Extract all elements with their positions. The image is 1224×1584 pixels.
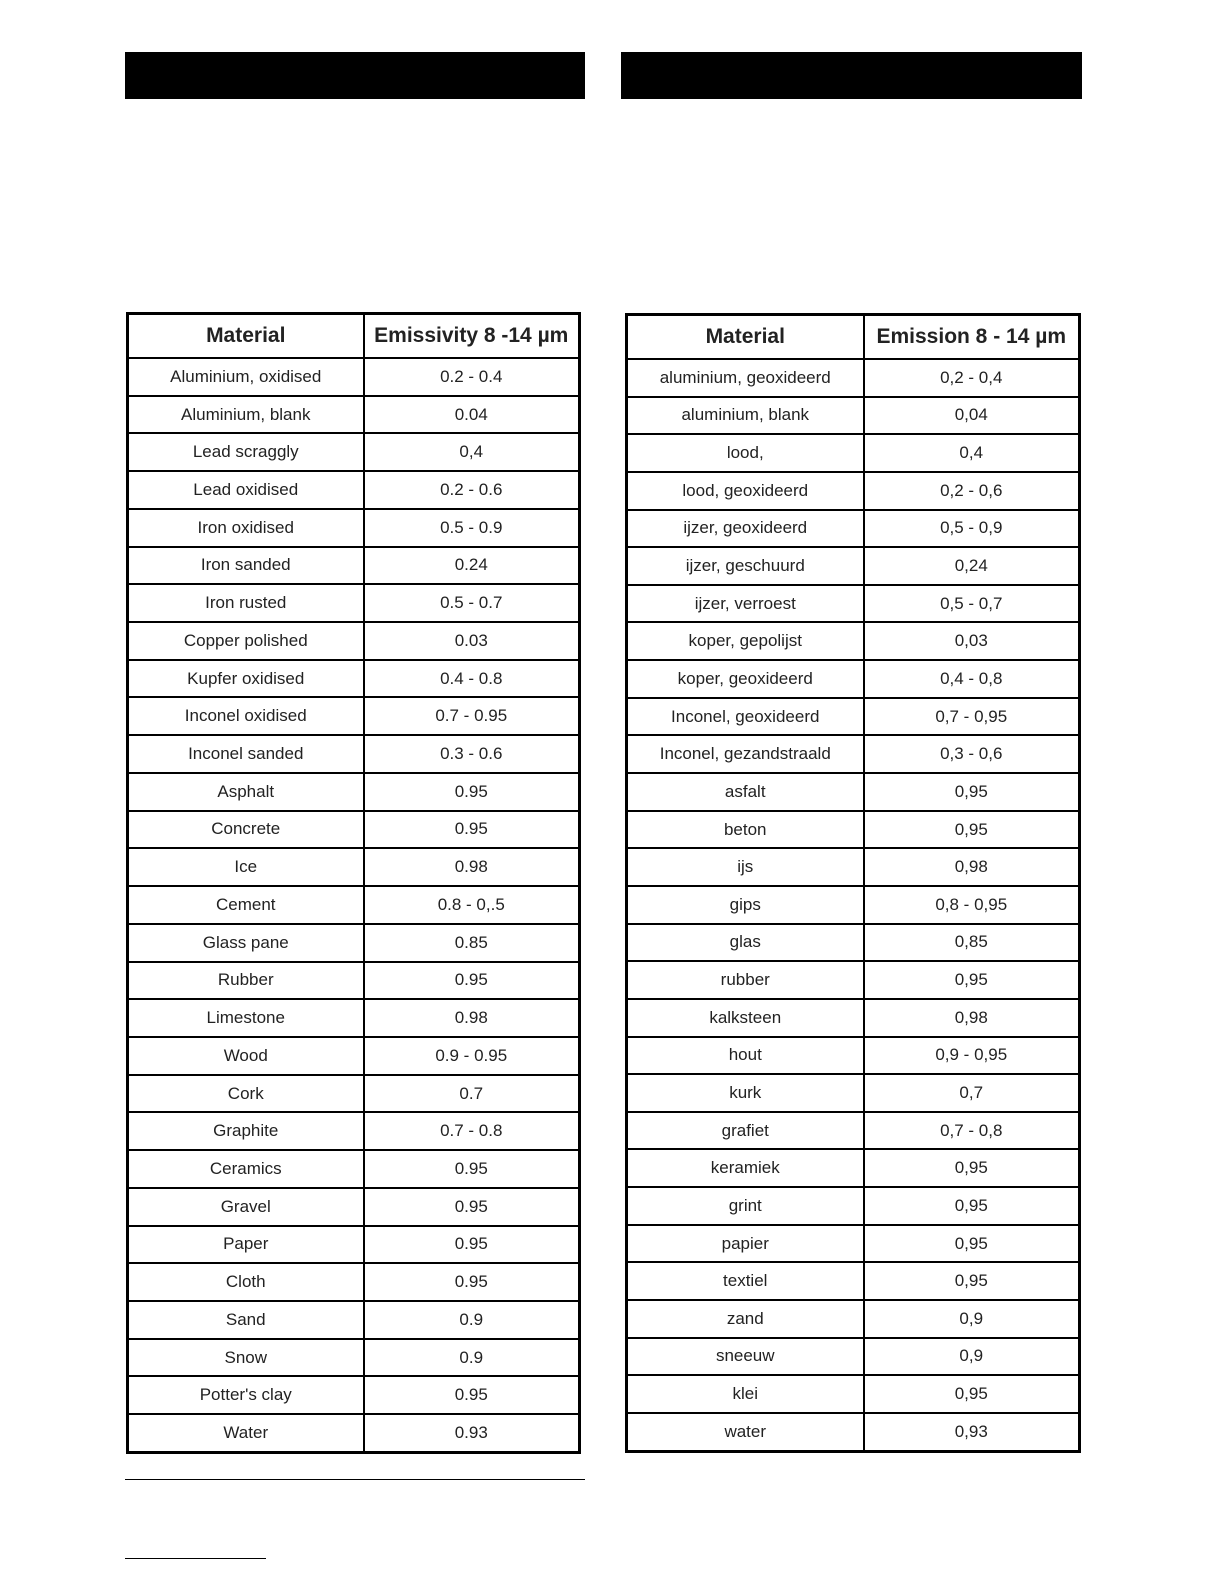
table-row [627, 1149, 1080, 1187]
emissivity-cell: 0.4 - 0.8 [364, 660, 580, 698]
table-row [128, 584, 580, 622]
material-cell: Wood [128, 1037, 364, 1075]
emissivity-cell: 0.5 - 0.9 [364, 509, 580, 547]
emissivity-cell: 0,95 [864, 1262, 1080, 1300]
material-cell: Water [128, 1414, 364, 1452]
material-cell: Inconel oxidised [128, 697, 364, 735]
emissivity-cell: 0.95 [364, 1188, 580, 1226]
emissivity-cell: 0.7 - 0.95 [364, 697, 580, 735]
material-cell: ijs [627, 848, 864, 886]
material-cell: Iron sanded [128, 547, 364, 585]
emissivity-cell: 0.95 [364, 1150, 580, 1188]
table-row [627, 660, 1080, 698]
table-row [128, 547, 580, 585]
table-row [128, 622, 580, 660]
table-row [627, 1413, 1080, 1452]
material-cell: gips [627, 886, 864, 924]
material-cell: klei [627, 1375, 864, 1413]
table-row [128, 358, 580, 396]
material-cell: lood, [627, 434, 864, 472]
table-row [627, 585, 1080, 623]
emissivity-cell: 0.9 [364, 1339, 580, 1377]
material-cell: Inconel, geoxideerd [627, 698, 864, 736]
table-row [627, 773, 1080, 811]
emissivity-cell: 0,2 - 0,6 [864, 472, 1080, 510]
emissivity-cell: 0,85 [864, 924, 1080, 962]
emissivity-cell: 0,4 - 0,8 [864, 660, 1080, 698]
table-row [128, 962, 580, 1000]
emissivity-cell: 0,98 [864, 848, 1080, 886]
table-row [128, 1301, 580, 1339]
material-cell: glas [627, 924, 864, 962]
material-cell: Lead scraggly [128, 433, 364, 471]
table-row [128, 1414, 580, 1452]
emissivity-cell: 0.9 [364, 1301, 580, 1339]
material-cell: Inconel sanded [128, 735, 364, 773]
material-cell: Iron oxidised [128, 509, 364, 547]
table-row [627, 698, 1080, 736]
table-row [627, 1187, 1080, 1225]
material-cell: Copper polished [128, 622, 364, 660]
emissivity-cell: 0.7 [364, 1075, 580, 1113]
table-row [627, 886, 1080, 924]
table-row [627, 1262, 1080, 1300]
emissivity-cell: 0.98 [364, 848, 580, 886]
material-cell: Cork [128, 1075, 364, 1113]
table-row [128, 1188, 580, 1226]
material-cell: kalksteen [627, 999, 864, 1037]
emissivity-cell: 0,95 [864, 961, 1080, 999]
header-bar-left [125, 52, 585, 99]
emissivity-cell: 0,4 [364, 433, 580, 471]
table-row [627, 510, 1080, 548]
table-row [128, 1226, 580, 1264]
emissivity-cell: 0.2 - 0.6 [364, 471, 580, 509]
material-cell: Snow [128, 1339, 364, 1377]
emissivity-cell: 0.3 - 0.6 [364, 735, 580, 773]
emissivity-cell: 0.9 - 0.95 [364, 1037, 580, 1075]
material-cell: kurk [627, 1074, 864, 1112]
material-cell: asfalt [627, 773, 864, 811]
table-row [627, 999, 1080, 1037]
material-cell: Kupfer oxidised [128, 660, 364, 698]
material-cell: Aluminium, oxidised [128, 358, 364, 396]
table-row [627, 547, 1080, 585]
emissivity-cell: 0.85 [364, 924, 580, 962]
column-header-emissivity: Emissivity 8 -14 µm [364, 314, 580, 359]
material-cell: Limestone [128, 999, 364, 1037]
emissivity-cell: 0,9 - 0,95 [864, 1037, 1080, 1075]
material-cell: Aluminium, blank [128, 396, 364, 434]
table-row [128, 509, 580, 547]
emissivity-cell: 0.95 [364, 811, 580, 849]
material-cell: Cloth [128, 1263, 364, 1301]
table-row [627, 1300, 1080, 1338]
emissivity-cell: 0,9 [864, 1338, 1080, 1376]
emissivity-cell: 0,5 - 0,7 [864, 585, 1080, 623]
material-cell: ijzer, geschuurd [627, 547, 864, 585]
table-row [128, 471, 580, 509]
material-cell: textiel [627, 1262, 864, 1300]
material-cell: Sand [128, 1301, 364, 1339]
table-row [627, 397, 1080, 435]
material-cell: Inconel, gezandstraald [627, 735, 864, 773]
table-row [128, 1376, 580, 1414]
material-cell: Concrete [128, 811, 364, 849]
emissivity-cell: 0,95 [864, 1375, 1080, 1413]
material-cell: Iron rusted [128, 584, 364, 622]
table-row [128, 1263, 580, 1301]
material-cell: ijzer, verroest [627, 585, 864, 623]
table-row [128, 1339, 580, 1377]
table-row [627, 1375, 1080, 1413]
emissivity-cell: 0,04 [864, 397, 1080, 435]
column-header-material: Material [627, 315, 864, 360]
table-row [627, 848, 1080, 886]
emissivity-cell: 0.03 [364, 622, 580, 660]
material-cell: zand [627, 1300, 864, 1338]
material-cell: grafiet [627, 1112, 864, 1150]
emissivity-cell: 0.04 [364, 396, 580, 434]
table-row [128, 697, 580, 735]
emissivity-table-english [126, 312, 581, 1454]
table-row [128, 433, 580, 471]
emissivity-cell: 0,4 [864, 434, 1080, 472]
emissivity-cell: 0,5 - 0,9 [864, 510, 1080, 548]
material-cell: hout [627, 1037, 864, 1075]
emissivity-cell: 0,7 - 0,95 [864, 698, 1080, 736]
material-cell: aluminium, geoxideerd [627, 359, 864, 397]
column-header-emission: Emission 8 - 14 µm [864, 315, 1080, 360]
emissivity-cell: 0.7 - 0.8 [364, 1112, 580, 1150]
material-cell: ijzer, geoxideerd [627, 510, 864, 548]
material-cell: Rubber [128, 962, 364, 1000]
emissivity-table-dutch [625, 313, 1081, 1453]
table-row [627, 1112, 1080, 1150]
material-cell: koper, geoxideerd [627, 660, 864, 698]
material-cell: Asphalt [128, 773, 364, 811]
column-header-material: Material [128, 314, 364, 359]
emissivity-cell: 0,95 [864, 811, 1080, 849]
emissivity-cell: 0.93 [364, 1414, 580, 1452]
material-cell: Paper [128, 1226, 364, 1264]
material-cell: beton [627, 811, 864, 849]
emissivity-cell: 0.5 - 0.7 [364, 584, 580, 622]
emissivity-cell: 0,93 [864, 1413, 1080, 1452]
emissivity-cell: 0.8 - 0,.5 [364, 886, 580, 924]
material-cell: Ice [128, 848, 364, 886]
table-row [627, 1037, 1080, 1075]
table-row [128, 886, 580, 924]
table-row [128, 773, 580, 811]
table-row [128, 811, 580, 849]
emissivity-cell: 0,95 [864, 773, 1080, 811]
material-cell: papier [627, 1225, 864, 1263]
table-row [627, 1074, 1080, 1112]
table-row [128, 999, 580, 1037]
table-row [627, 811, 1080, 849]
material-cell: sneeuw [627, 1338, 864, 1376]
emissivity-cell: 0.98 [364, 999, 580, 1037]
table-row [627, 735, 1080, 773]
material-cell: Potter's clay [128, 1376, 364, 1414]
emissivity-cell: 0.95 [364, 1376, 580, 1414]
material-cell: grint [627, 1187, 864, 1225]
emissivity-cell: 0,3 - 0,6 [864, 735, 1080, 773]
emissivity-cell: 0,03 [864, 622, 1080, 660]
table-row [627, 1225, 1080, 1263]
table-row [128, 848, 580, 886]
emissivity-cell: 0,8 - 0,95 [864, 886, 1080, 924]
table-row [627, 1338, 1080, 1376]
emissivity-cell: 0.95 [364, 773, 580, 811]
table-row [627, 961, 1080, 999]
table-row [128, 924, 580, 962]
material-cell: Gravel [128, 1188, 364, 1226]
material-cell: Ceramics [128, 1150, 364, 1188]
header-bar-right [621, 52, 1082, 99]
emissivity-cell: 0.95 [364, 1226, 580, 1264]
table-row [128, 396, 580, 434]
material-cell: koper, gepolijst [627, 622, 864, 660]
emissivity-cell: 0,9 [864, 1300, 1080, 1338]
emissivity-cell: 0.95 [364, 1263, 580, 1301]
emissivity-cell: 0,2 - 0,4 [864, 359, 1080, 397]
material-cell: water [627, 1413, 864, 1452]
emissivity-cell: 0,24 [864, 547, 1080, 585]
table-row [627, 434, 1080, 472]
table-row [627, 622, 1080, 660]
table-row [128, 1075, 580, 1113]
emissivity-cell: 0,7 [864, 1074, 1080, 1112]
material-cell: Lead oxidised [128, 471, 364, 509]
emissivity-cell: 0.2 - 0.4 [364, 358, 580, 396]
footnote-divider [125, 1558, 266, 1559]
emissivity-cell: 0,95 [864, 1149, 1080, 1187]
emissivity-cell: 0,7 - 0,8 [864, 1112, 1080, 1150]
table-row [128, 1112, 580, 1150]
material-cell: Cement [128, 886, 364, 924]
table-row [128, 735, 580, 773]
table-row [128, 660, 580, 698]
table-row [627, 359, 1080, 397]
table-row [128, 1037, 580, 1075]
material-cell: Glass pane [128, 924, 364, 962]
material-cell: lood, geoxideerd [627, 472, 864, 510]
table-row [627, 472, 1080, 510]
table-row [128, 1150, 580, 1188]
table-row [627, 924, 1080, 962]
material-cell: Graphite [128, 1112, 364, 1150]
emissivity-cell: 0,95 [864, 1187, 1080, 1225]
material-cell: aluminium, blank [627, 397, 864, 435]
footer-divider [125, 1479, 585, 1480]
emissivity-cell: 0.24 [364, 547, 580, 585]
material-cell: keramiek [627, 1149, 864, 1187]
emissivity-cell: 0,98 [864, 999, 1080, 1037]
material-cell: rubber [627, 961, 864, 999]
emissivity-cell: 0,95 [864, 1225, 1080, 1263]
emissivity-cell: 0.95 [364, 962, 580, 1000]
